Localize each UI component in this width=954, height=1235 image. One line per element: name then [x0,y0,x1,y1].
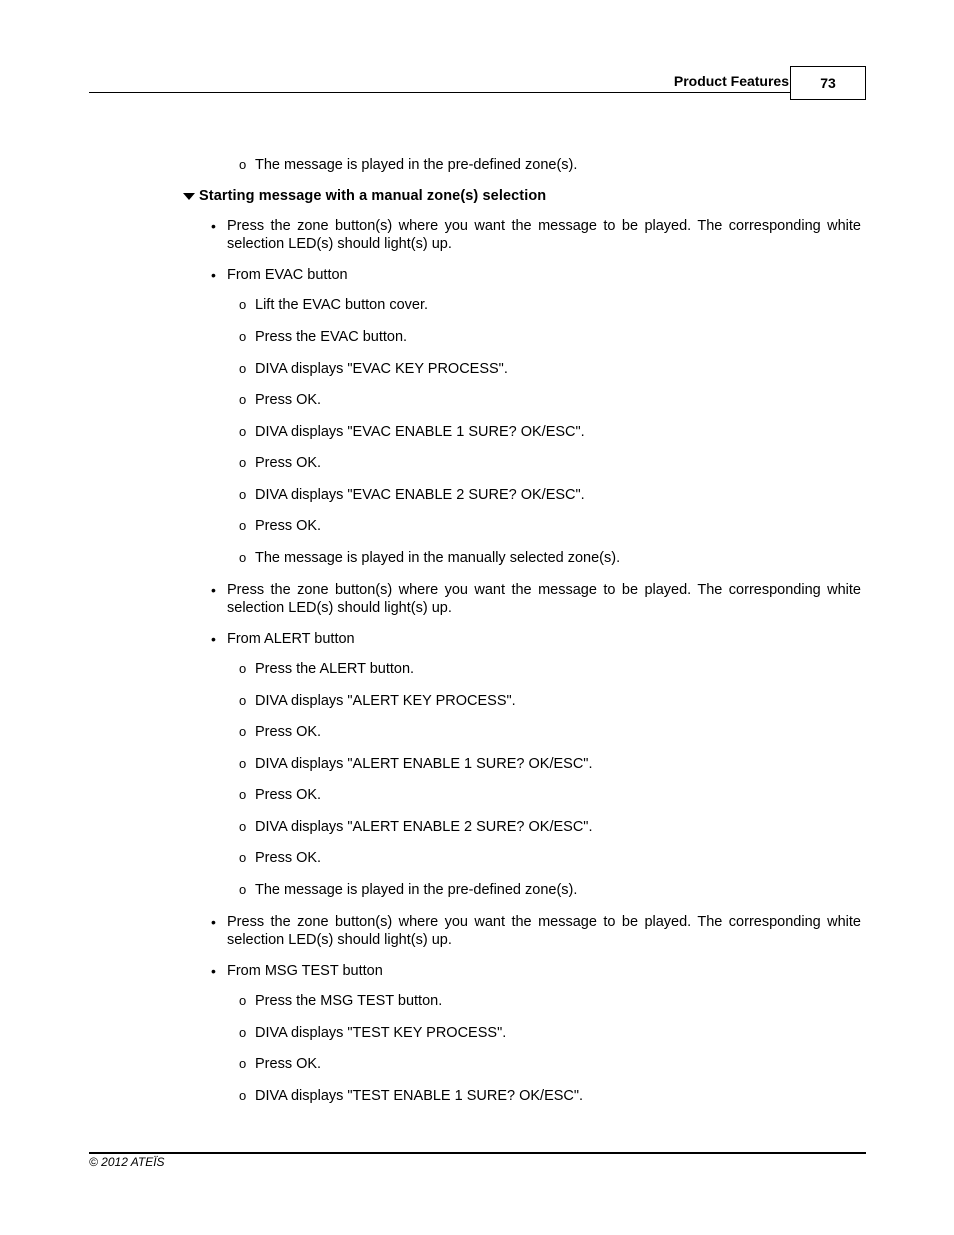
list-item-evac: From EVAC button [227,267,348,283]
circle-bullet: o [239,157,247,172]
circle-bullet: o [239,518,247,533]
copyright: © 2012 ATEÏS [89,1155,165,1169]
bullet: • [211,267,216,283]
circle-bullet: o [239,661,247,676]
page-number: 73 [790,66,866,100]
list-item: Lift the EVAC button cover. [255,297,429,313]
list-item: Press OK. [255,850,322,866]
list-item: Press OK. [255,724,322,740]
circle-bullet: o [239,993,247,1008]
circle-bullet: o [239,487,247,502]
list-item: DIVA displays "ALERT ENABLE 1 SURE? OK/ESC". [255,756,593,772]
list-item: DIVA displays "ALERT KEY PROCESS". [255,693,516,709]
list-item: Press the MSG TEST button. [255,993,443,1009]
list-item: DIVA displays "TEST ENABLE 1 SURE? OK/ESC". [255,1088,584,1104]
list-item: The message is played in the pre-defined zone(s). [255,882,578,898]
list-item: Press OK. [255,787,322,803]
circle-bullet: o [239,787,247,802]
list-item: DIVA displays "ALERT ENABLE 2 SURE? OK/ESC". [255,819,593,835]
circle-bullet: o [239,756,247,771]
circle-bullet: o [239,850,247,865]
list-item: DIVA displays "EVAC ENABLE 2 SURE? OK/ESC". [255,487,585,503]
bullet: • [211,218,216,234]
circle-bullet: o [239,819,247,834]
bullet: • [211,963,216,979]
circle-bullet: o [239,1025,247,1040]
list-item: Press OK. [255,518,322,534]
list-item: Press OK. [255,392,322,408]
circle-bullet: o [239,361,247,376]
list-item: Press the EVAC button. [255,329,408,345]
circle-bullet: o [239,1088,247,1103]
list-item: The message is played in the pre-defined zone(s). [255,157,578,173]
paragraph: Press the zone button(s) where you want the message to be played. The corresponding white selection LED(s) should light(s) up. [227,218,861,252]
circle-bullet: o [239,550,247,565]
circle-bullet: o [239,392,247,407]
circle-bullet: o [239,693,247,708]
section-heading[interactable]: Starting message with a manual zone(s) selection [199,188,547,204]
circle-bullet: o [239,882,247,897]
list-item: DIVA displays "TEST KEY PROCESS". [255,1025,507,1041]
list-item: Press OK. [255,455,322,471]
list-item: The message is played in the manually selected zone(s). [255,550,621,566]
bullet: • [211,631,216,647]
paragraph: Press the zone button(s) where you want the message to be played. The corresponding white selection LED(s) should light(s) up. [227,914,861,948]
section-title: Product Features [673,73,789,89]
circle-bullet: o [239,424,247,439]
header-divider [89,92,790,93]
list-item-alert: From ALERT button [227,631,355,647]
expand-triangle-icon[interactable] [183,193,195,200]
list-item: DIVA displays "EVAC ENABLE 1 SURE? OK/ESC". [255,424,585,440]
list-item: DIVA displays "EVAC KEY PROCESS". [255,361,508,377]
circle-bullet: o [239,724,247,739]
circle-bullet: o [239,297,247,312]
circle-bullet: o [239,329,247,344]
list-item: Press the ALERT button. [255,661,415,677]
bullet: • [211,582,216,598]
list-item-msg-test: From MSG TEST button [227,963,383,979]
circle-bullet: o [239,455,247,470]
bullet: • [211,914,216,930]
footer-divider [89,1152,866,1154]
circle-bullet: o [239,1056,247,1071]
paragraph: Press the zone button(s) where you want the message to be played. The corresponding white selection LED(s) should light(s) up. [227,582,861,616]
list-item: Press OK. [255,1056,322,1072]
